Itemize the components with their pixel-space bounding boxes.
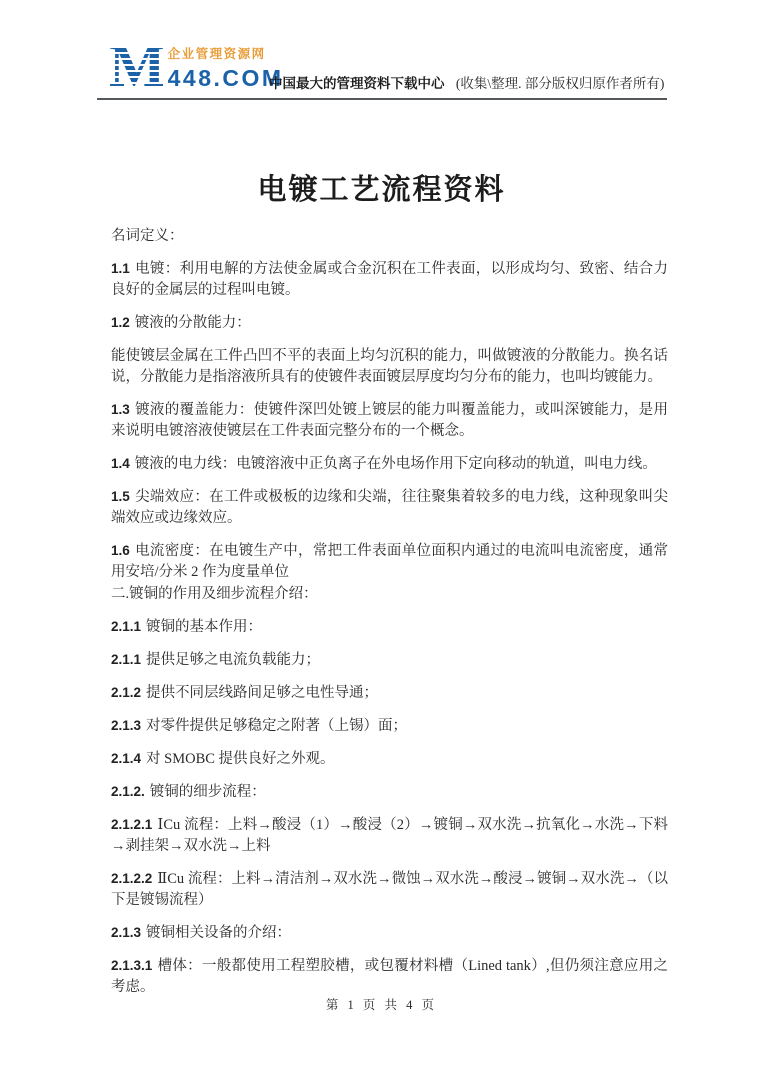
clause-number: 2.1.1 <box>111 652 142 667</box>
paragraph <box>111 225 668 247</box>
clause-number: 2.1.3 <box>111 718 142 733</box>
paragraph <box>111 312 668 334</box>
paragraph <box>111 715 668 737</box>
paragraph <box>111 258 668 301</box>
clause-number: 2.1.2. <box>111 784 145 799</box>
page-title: 电镀工艺流程资料 <box>257 174 506 206</box>
clause-number: 2.1.2 <box>111 685 142 700</box>
clause-number: 2.1.1 <box>111 619 142 634</box>
paragraph <box>111 814 668 857</box>
paragraph <box>111 868 668 911</box>
paragraph-text: 镀液的电力线：电镀溶液中正负离子在外电场作用下定向移动的轨道，叫电力线。 <box>134 456 657 472</box>
paragraph <box>111 540 668 583</box>
paragraph-text: 镀液的分散能力： <box>134 315 251 331</box>
clause-number: 2.1.4 <box>111 751 142 766</box>
paragraph-text: 尖端效应：在工件或极板的边缘和尖端，往往聚集着较多的电力线，这种现象叫尖端效应或边缘效应。 <box>111 489 668 526</box>
paragraph-text: 提供不同层线路间足够之电性导通； <box>146 685 379 701</box>
clause-number: 1.5 <box>111 489 130 504</box>
tagline-note: (收集\整理. 部分版权归原作者所有) <box>455 76 665 91</box>
m448-logo <box>109 33 284 99</box>
paragraph <box>111 583 668 605</box>
paragraph <box>111 399 668 442</box>
paragraph-text: 镀铜相关设备的介绍： <box>146 925 292 941</box>
paragraph-text: 电流密度：在电镀生产中，常把工件表面单位面积内通过的电流叫电流密度，通常用安培/分米 2 作为度量单位 <box>111 543 668 580</box>
paragraph <box>111 453 668 475</box>
clause-number: 2.1.2.2 <box>111 871 153 886</box>
clause-number: 1.4 <box>111 456 130 471</box>
paragraph-text: 名词定义： <box>111 228 184 244</box>
logo-domain: 448.COM <box>167 65 284 91</box>
site-header <box>97 33 667 100</box>
clause-number: 2.1.3.1 <box>111 958 153 973</box>
paragraph-text: ⅡCu 流程：上料→清洁剂→双水洗→微蚀→双水洗→酸浸→镀铜→双水洗→（以下是镀锡流程） <box>111 871 668 908</box>
paragraph-text: 镀铜的细步流程： <box>149 784 266 800</box>
document-body <box>111 225 668 1009</box>
striped-m-logo-icon: M <box>109 33 163 99</box>
paragraph-text: 提供足够之电流负载能力； <box>146 652 321 668</box>
paragraph-text: 电镀：利用电解的方法使金属或合金沉积在工件表面，以形成均匀、致密、结合力良好的金属层的过程叫电镀。 <box>111 261 668 298</box>
paragraph <box>111 922 668 944</box>
paragraph-text: 二.镀铜的作用及细步流程介绍： <box>111 586 318 602</box>
paragraph <box>111 682 668 704</box>
paragraph <box>111 955 668 998</box>
clause-number: 1.6 <box>111 543 130 558</box>
header-tagline <box>269 72 664 92</box>
paragraph-text: 对零件提供足够稳定之附著（上锡）面； <box>146 718 408 734</box>
clause-number: 1.1 <box>111 261 130 276</box>
paragraph-text: 镀铜的基本作用： <box>146 619 263 635</box>
paragraph <box>111 748 668 770</box>
logo-site-name: 企业管理资源网 <box>167 47 266 61</box>
clause-number: 1.2 <box>111 315 130 330</box>
clause-number: 2.1.3 <box>111 925 142 940</box>
clause-number: 1.3 <box>111 402 130 417</box>
paragraph-text: 镀液的覆盖能力：使镀件深凹处镀上镀层的能力叫覆盖能力，或叫深镀能力，是用来说明电镀溶液使镀层在工件表面完整分布的一个概念。 <box>111 402 668 439</box>
paragraph-text: 槽体：一般都使用工程塑胶槽，或包覆材料槽（Lined tank）,但仍须注意应用之考虑。 <box>111 958 668 995</box>
paragraph <box>111 486 668 529</box>
paragraph-text: 对 SMOBC 提供良好之外观。 <box>146 751 335 767</box>
paragraph <box>111 616 668 638</box>
paragraph-text: ⅠCu 流程：上料→酸浸（1）→酸浸（2）→镀铜→双水洗→抗氧化→水洗→下料→剥挂架→双水洗→上料 <box>111 817 668 854</box>
paragraph <box>111 345 668 388</box>
tagline-main: 中国最大的管理资料下载中心 <box>269 76 445 91</box>
page-number-footer: 第 1 页 共 4 页 <box>325 998 438 1012</box>
clause-number: 2.1.2.1 <box>111 817 153 832</box>
logo-text-stack <box>168 42 284 91</box>
paragraph <box>111 781 668 803</box>
paragraph <box>111 649 668 671</box>
paragraph-text: 能使镀层金属在工件凸凹不平的表面上均匀沉积的能力，叫做镀液的分散能力。换名话说，分散能力是指溶液所具有的使镀件表面镀层厚度均匀分布的能力，也叫均镀能力。 <box>111 348 668 385</box>
